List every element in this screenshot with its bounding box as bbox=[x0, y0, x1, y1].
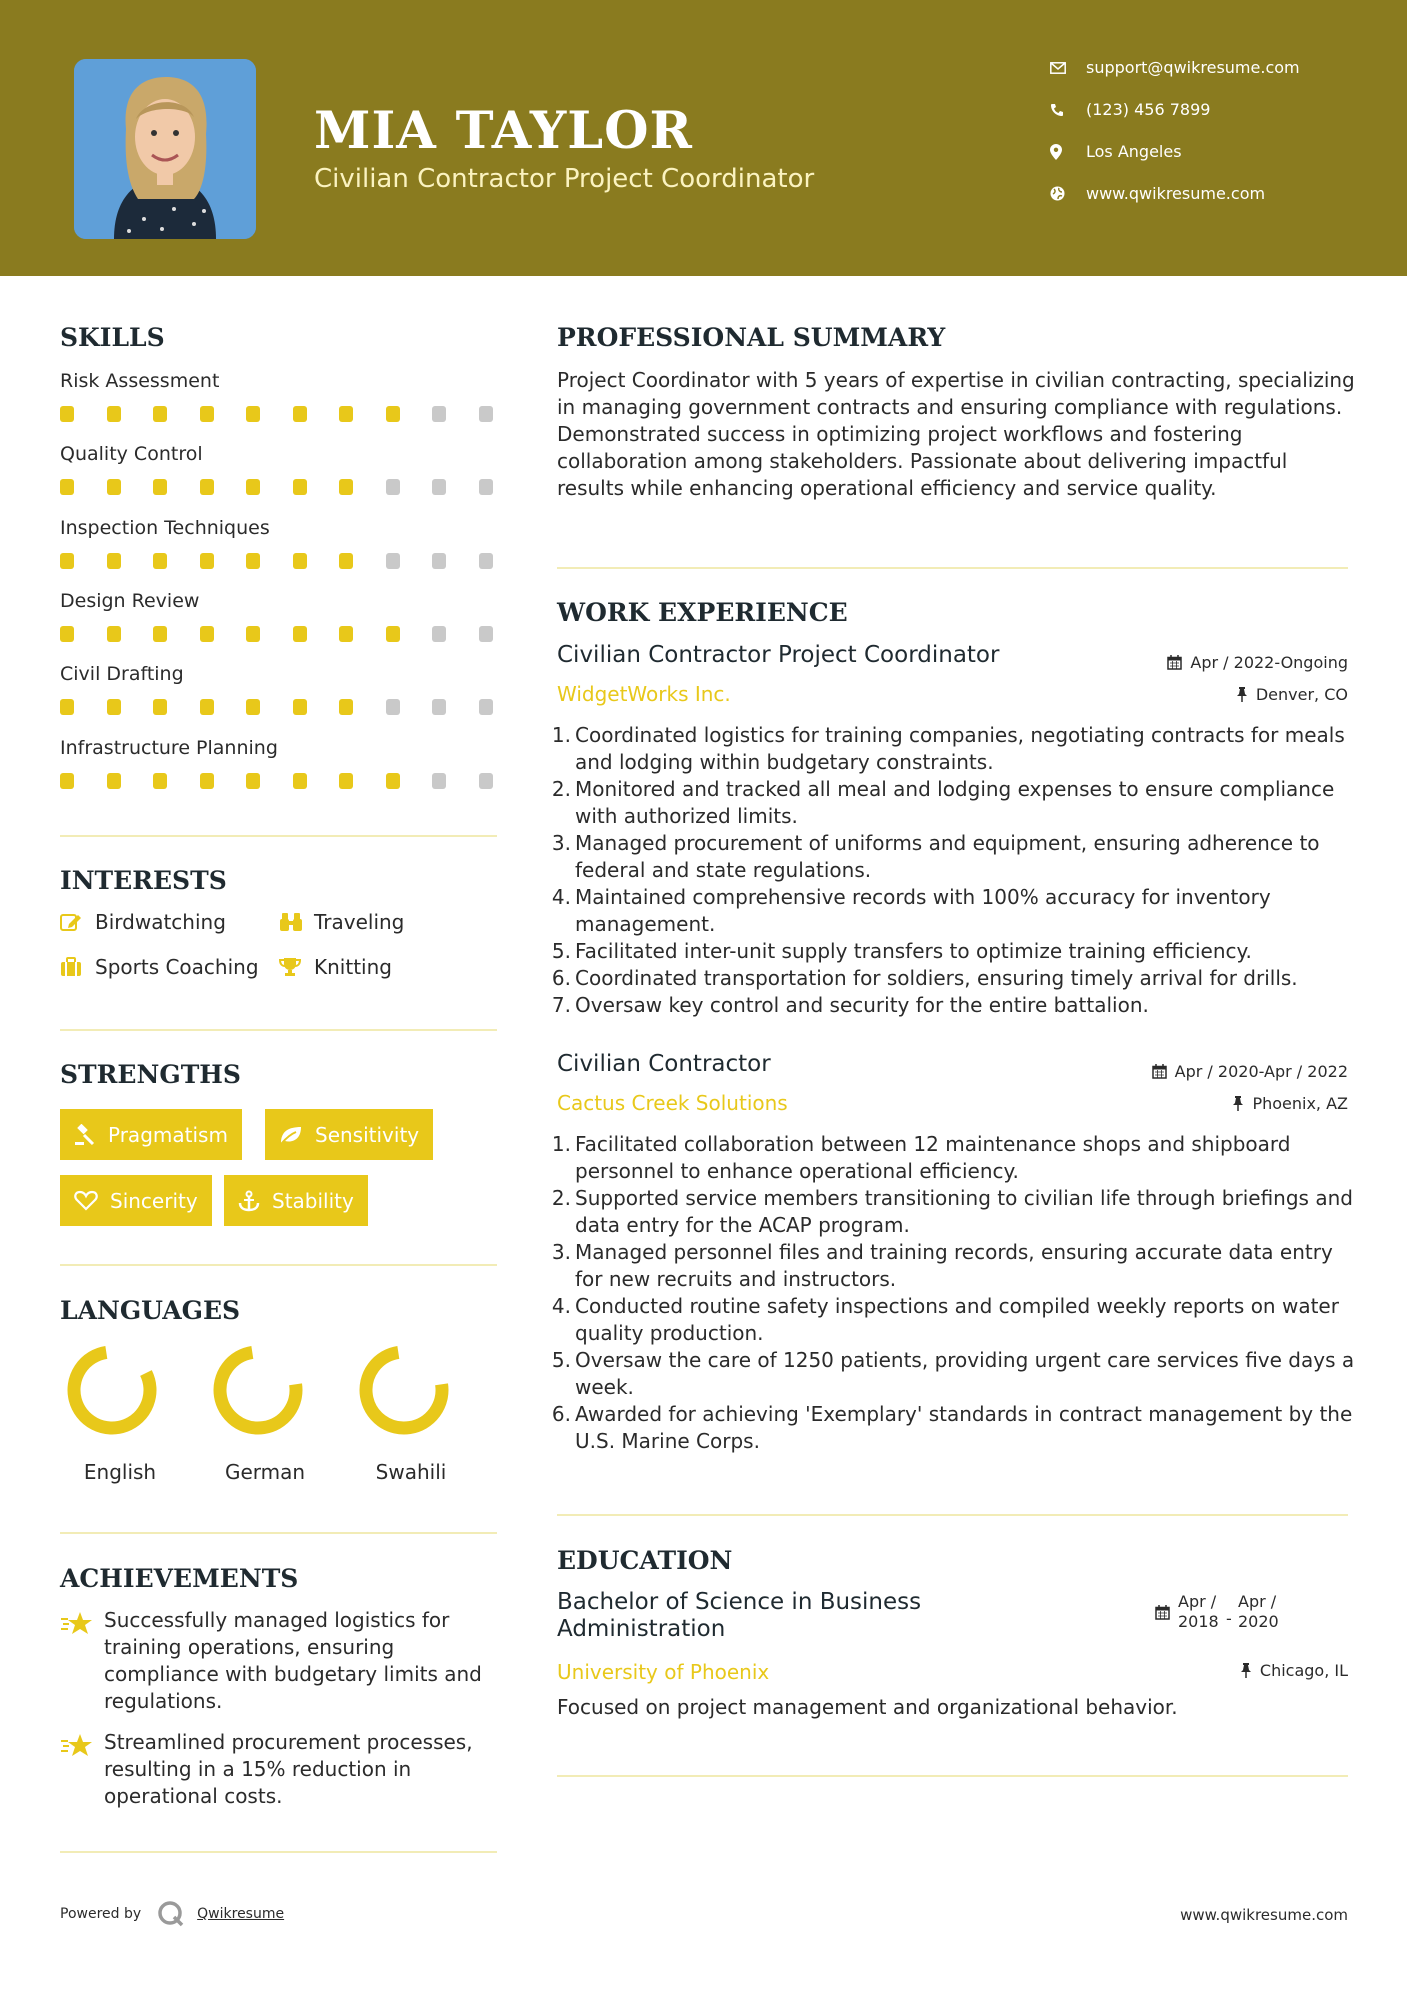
calendar-icon bbox=[1155, 1605, 1170, 1620]
strength-label: Stability bbox=[272, 1188, 354, 1213]
job-dates-text: Apr / 2022-Ongoing bbox=[1190, 653, 1348, 672]
skill-rating-dot bbox=[386, 699, 400, 715]
job-location-text: Phoenix, AZ bbox=[1252, 1094, 1348, 1113]
skill-name: Risk Assessment bbox=[60, 370, 220, 392]
job-dates bbox=[1167, 653, 1348, 672]
section-divider bbox=[60, 1532, 497, 1534]
section-divider bbox=[60, 1029, 497, 1031]
skill-rating bbox=[60, 553, 500, 569]
pushpin-icon bbox=[1236, 687, 1248, 702]
education-dates bbox=[1155, 1592, 1279, 1632]
interest-label: Knitting bbox=[314, 955, 392, 979]
achievements-heading: ACHIEVEMENTS bbox=[60, 1564, 299, 1593]
skill-rating-dot bbox=[479, 626, 493, 642]
pencil-square-icon bbox=[60, 912, 95, 932]
skill-rating-dot bbox=[432, 406, 446, 422]
skill-name: Inspection Techniques bbox=[60, 516, 270, 539]
skill-rating-dot bbox=[60, 479, 74, 495]
language-label: German bbox=[224, 1460, 306, 1484]
section-divider bbox=[60, 1851, 497, 1853]
skill-rating-dot bbox=[432, 773, 446, 789]
bullet-number: 7. bbox=[551, 993, 571, 1017]
job-bullet bbox=[549, 1239, 1357, 1293]
education-start-line: 2018 bbox=[1178, 1612, 1219, 1631]
skill-rating bbox=[60, 626, 500, 642]
strength-tag bbox=[224, 1175, 368, 1226]
summary-heading: PROFESSIONAL SUMMARY bbox=[557, 323, 946, 352]
skill-rating-dot bbox=[479, 773, 493, 789]
bullet-number: 2. bbox=[551, 1186, 571, 1210]
school-name: University of Phoenix bbox=[557, 1660, 770, 1684]
date-separator: - bbox=[1226, 1609, 1232, 1628]
skill-rating-dot bbox=[107, 406, 121, 422]
skill-rating-dot bbox=[293, 553, 307, 569]
strength-label: Pragmatism bbox=[108, 1122, 228, 1147]
skill-rating-dot bbox=[107, 479, 121, 495]
skill-rating-dot bbox=[246, 479, 260, 495]
skill-rating-dot bbox=[479, 479, 493, 495]
skill-rating-dot bbox=[153, 553, 167, 569]
degree-line: Bachelor of Science in Business bbox=[557, 1589, 922, 1615]
skill-rating-dot bbox=[153, 406, 167, 422]
interest-label: Birdwatching bbox=[95, 910, 226, 934]
skill-name: Quality Control bbox=[60, 443, 203, 466]
contact-phone-text: (123) 456 7899 bbox=[1086, 100, 1211, 119]
job-location bbox=[1236, 685, 1348, 704]
skill-rating-dot bbox=[60, 553, 74, 569]
language-label: Swahili bbox=[375, 1460, 447, 1484]
job-bullet bbox=[549, 1347, 1357, 1401]
skill-rating-dot bbox=[339, 406, 353, 422]
strength-label: Sincerity bbox=[110, 1188, 198, 1213]
skill-rating bbox=[60, 406, 500, 422]
interest-item bbox=[60, 955, 259, 979]
gavel-icon bbox=[74, 1124, 96, 1146]
star-icon bbox=[60, 1607, 104, 1715]
job-bullet bbox=[549, 884, 1357, 938]
skill-rating-dot bbox=[60, 406, 74, 422]
job-location-text: Denver, CO bbox=[1255, 685, 1348, 704]
job-bullet bbox=[549, 1131, 1357, 1185]
globe-icon bbox=[1050, 186, 1086, 201]
skill-rating-dot bbox=[153, 699, 167, 715]
skill-rating-dot bbox=[479, 699, 493, 715]
strength-label: Sensitivity bbox=[315, 1122, 420, 1147]
skill-rating-dot bbox=[432, 553, 446, 569]
skill-rating-dot bbox=[107, 773, 121, 789]
bullet-text: Maintained comprehensive records with 100% accuracy for inventory management. bbox=[575, 885, 1271, 936]
skill-rating-dot bbox=[200, 553, 214, 569]
skill-rating-dot bbox=[293, 479, 307, 495]
contact-email-text: support@qwikresume.com bbox=[1086, 58, 1300, 77]
job-bullet bbox=[549, 722, 1357, 776]
company-name: Cactus Creek Solutions bbox=[557, 1091, 788, 1115]
language-rings bbox=[0, 1340, 500, 1450]
job-bullet bbox=[549, 776, 1357, 830]
anchor-icon bbox=[238, 1190, 260, 1212]
bullet-text: Managed procurement of uniforms and equipment, ensuring adherence to federal and state regulations. bbox=[575, 831, 1320, 882]
contact-website-text: www.qwikresume.com bbox=[1086, 184, 1266, 203]
briefcase-icon bbox=[60, 957, 95, 977]
qwikresume-logo-icon bbox=[157, 1900, 185, 1928]
contact-email[interactable] bbox=[1050, 58, 1300, 77]
skill-rating-dot bbox=[200, 626, 214, 642]
strength-tag bbox=[265, 1109, 433, 1160]
skill-rating-dot bbox=[293, 773, 307, 789]
strength-tag bbox=[60, 1175, 212, 1226]
bullet-number: 3. bbox=[551, 831, 571, 855]
degree-line: Administration bbox=[557, 1616, 726, 1642]
bullet-text: Monitored and tracked all meal and lodging expenses to ensure compliance with authorized limits. bbox=[575, 777, 1335, 828]
skill-rating-dot bbox=[339, 773, 353, 789]
candidate-name: MIA TAYLOR bbox=[314, 101, 693, 161]
job-dates bbox=[1152, 1062, 1348, 1081]
job-location bbox=[1232, 1094, 1348, 1113]
education-description: Focused on project management and organizational behavior. bbox=[557, 1695, 1178, 1719]
job-bullet bbox=[549, 1293, 1357, 1347]
bullet-text: Managed personnel files and training records, ensuring accurate data entry for new recruits and instructors. bbox=[575, 1240, 1333, 1291]
interest-item bbox=[279, 955, 392, 979]
bullet-text: Coordinated transportation for soldiers, ensuring timely arrival for drills. bbox=[575, 966, 1298, 990]
bullet-text: Coordinated logistics for training companies, negotiating contracts for meals and lodging within budgetary constraints. bbox=[575, 723, 1345, 774]
footer-website[interactable]: www.qwikresume.com bbox=[1180, 1906, 1348, 1924]
skill-rating-dot bbox=[339, 699, 353, 715]
bullet-number: 2. bbox=[551, 777, 571, 801]
skill-rating-dot bbox=[386, 773, 400, 789]
email-icon bbox=[1050, 62, 1086, 74]
job-title: Civilian Contractor Project Coordinator bbox=[557, 642, 1000, 668]
education-end bbox=[1238, 1592, 1279, 1632]
education-heading: EDUCATION bbox=[557, 1546, 733, 1575]
interest-item bbox=[60, 910, 226, 934]
powered-by bbox=[60, 1900, 284, 1928]
job-bullets bbox=[549, 722, 1357, 1019]
leaf-icon bbox=[279, 1125, 303, 1145]
skill-rating-dot bbox=[246, 553, 260, 569]
skill-rating-dot bbox=[107, 553, 121, 569]
skill-rating-dot bbox=[339, 626, 353, 642]
job-dates-text: Apr / 2020-Apr / 2022 bbox=[1174, 1062, 1348, 1081]
job-bullet bbox=[549, 830, 1357, 884]
binoculars-icon bbox=[279, 912, 314, 932]
skill-rating-dot bbox=[200, 699, 214, 715]
education-start bbox=[1178, 1592, 1226, 1632]
bullet-number: 6. bbox=[551, 1402, 571, 1426]
strength-tag bbox=[60, 1109, 242, 1160]
education-end-line: 2020 bbox=[1238, 1612, 1279, 1631]
skill-rating-dot bbox=[339, 479, 353, 495]
skill-rating-dot bbox=[246, 773, 260, 789]
bullet-number: 1. bbox=[551, 723, 571, 747]
bullet-text: Facilitated inter-unit supply transfers to optimize training efficiency. bbox=[575, 939, 1252, 963]
bullet-number: 6. bbox=[551, 966, 571, 990]
section-divider bbox=[60, 1264, 497, 1266]
skill-rating-dot bbox=[293, 699, 307, 715]
bullet-text: Supported service members transitioning to civilian life through briefings and data entry for the ACAP program. bbox=[575, 1186, 1353, 1237]
skill-rating-dot bbox=[246, 699, 260, 715]
summary-text: Project Coordinator with 5 years of expertise in civilian contracting, specializing in managing government contracts and ensuring compliance with regulations. Demonstrated success in optimizing project workflows and fostering collaboration among stakeholders. Passionate about delivering impactful results while enhancing operational efficiency and service quality. bbox=[557, 368, 1355, 500]
pushpin-icon bbox=[1240, 1663, 1252, 1678]
job-bullet bbox=[549, 1185, 1357, 1239]
bullet-text: Oversaw the care of 1250 patients, providing urgent care services five days a week. bbox=[575, 1348, 1355, 1399]
skill-rating-dot bbox=[246, 626, 260, 642]
bullet-number: 4. bbox=[551, 1294, 571, 1318]
skill-rating bbox=[60, 773, 500, 789]
skill-rating-dot bbox=[386, 553, 400, 569]
skill-rating-dot bbox=[386, 479, 400, 495]
skill-rating-dot bbox=[479, 406, 493, 422]
phone-icon bbox=[1050, 103, 1086, 117]
location-icon bbox=[1050, 144, 1086, 160]
trophy-icon bbox=[279, 957, 314, 977]
language-ring bbox=[220, 1352, 296, 1428]
language-label: English bbox=[83, 1460, 157, 1484]
skill-name: Infrastructure Planning bbox=[60, 736, 278, 759]
language-ring bbox=[74, 1352, 150, 1428]
bullet-number: 3. bbox=[551, 1240, 571, 1264]
skill-rating bbox=[60, 699, 500, 715]
header-banner bbox=[0, 0, 1407, 276]
skill-rating-dot bbox=[432, 479, 446, 495]
job-bullets bbox=[549, 1131, 1357, 1455]
achievement-text: Successfully managed logistics for training operations, ensuring compliance with budgetary limits and regulations. bbox=[104, 1608, 482, 1713]
skill-rating-dot bbox=[246, 406, 260, 422]
skill-rating-dot bbox=[153, 626, 167, 642]
skill-rating-dot bbox=[293, 626, 307, 642]
heart-icon bbox=[74, 1190, 98, 1211]
powered-by-label: Powered by bbox=[60, 1906, 142, 1922]
languages-heading: LANGUAGES bbox=[60, 1296, 241, 1325]
calendar-icon bbox=[1152, 1064, 1167, 1079]
section-divider bbox=[557, 567, 1348, 569]
strengths-heading: STRENGTHS bbox=[60, 1060, 241, 1089]
skill-rating-dot bbox=[200, 773, 214, 789]
skill-rating-dot bbox=[153, 773, 167, 789]
skill-rating-dot bbox=[107, 699, 121, 715]
interest-label: Sports Coaching bbox=[95, 955, 259, 979]
bullet-text: Awarded for achieving 'Exemplary' standards in contract management by the U.S. Marine Corps. bbox=[575, 1402, 1353, 1453]
skill-rating-dot bbox=[200, 479, 214, 495]
education-location-text: Chicago, IL bbox=[1259, 1661, 1348, 1680]
skill-rating-dot bbox=[60, 626, 74, 642]
skill-rating-dot bbox=[107, 626, 121, 642]
bullet-number: 4. bbox=[551, 885, 571, 909]
skill-rating-dot bbox=[386, 626, 400, 642]
job-bullet bbox=[549, 1401, 1357, 1455]
experience-heading: WORK EXPERIENCE bbox=[557, 598, 848, 627]
skill-rating-dot bbox=[293, 406, 307, 422]
company-name: WidgetWorks Inc. bbox=[557, 682, 731, 706]
interest-label: Traveling bbox=[314, 910, 405, 934]
interest-item bbox=[279, 910, 404, 934]
skill-name: Civil Drafting bbox=[60, 663, 184, 686]
skill-rating-dot bbox=[60, 699, 74, 715]
contact-website[interactable] bbox=[1050, 184, 1265, 203]
skills-heading: SKILLS bbox=[60, 323, 165, 352]
contact-phone[interactable] bbox=[1050, 100, 1210, 119]
education-start-line: Apr / bbox=[1178, 1592, 1217, 1611]
skill-name: Design Review bbox=[60, 589, 200, 612]
achievement-text: Streamlined procurement processes, resulting in a 15% reduction in operational costs. bbox=[104, 1730, 473, 1808]
candidate-role: Civilian Contractor Project Coordinator bbox=[314, 164, 815, 194]
bullet-number: 5. bbox=[551, 1348, 571, 1372]
achievement-item bbox=[60, 1607, 500, 1715]
skill-rating bbox=[60, 479, 500, 495]
degree-title bbox=[557, 1589, 921, 1643]
skill-rating-dot bbox=[479, 553, 493, 569]
skill-rating-dot bbox=[200, 406, 214, 422]
bullet-text: Oversaw key control and security for the entire battalion. bbox=[575, 993, 1149, 1017]
star-icon bbox=[60, 1729, 104, 1810]
skill-rating-dot bbox=[153, 479, 167, 495]
bullet-number: 1. bbox=[551, 1132, 571, 1156]
education-location bbox=[1240, 1661, 1348, 1680]
language-ring bbox=[366, 1352, 442, 1428]
section-divider bbox=[60, 835, 497, 837]
profile-photo bbox=[74, 59, 256, 239]
contact-location-text: Los Angeles bbox=[1086, 142, 1182, 161]
interests-heading: INTERESTS bbox=[60, 866, 227, 895]
achievement-item bbox=[60, 1729, 500, 1810]
bullet-text: Facilitated collaboration between 12 maintenance shops and shipboard personnel to enhance operational efficiency. bbox=[575, 1132, 1291, 1183]
calendar-icon bbox=[1167, 655, 1182, 670]
contact-location bbox=[1050, 142, 1182, 161]
job-bullet bbox=[549, 965, 1357, 992]
skill-rating-dot bbox=[386, 406, 400, 422]
skill-rating-dot bbox=[432, 626, 446, 642]
job-title: Civilian Contractor bbox=[557, 1051, 771, 1077]
education-end-line: Apr / bbox=[1238, 1592, 1277, 1611]
job-bullet bbox=[549, 992, 1357, 1019]
qwikresume-link[interactable]: Qwikresume bbox=[197, 1906, 285, 1922]
bullet-text: Conducted routine safety inspections and compiled weekly reports on water quality production. bbox=[575, 1294, 1339, 1345]
section-divider bbox=[557, 1514, 1348, 1516]
pushpin-icon bbox=[1232, 1096, 1244, 1111]
section-divider bbox=[557, 1775, 1348, 1777]
job-bullet bbox=[549, 938, 1357, 965]
skill-rating-dot bbox=[432, 699, 446, 715]
skill-rating-dot bbox=[339, 553, 353, 569]
skill-rating-dot bbox=[60, 773, 74, 789]
bullet-number: 5. bbox=[551, 939, 571, 963]
